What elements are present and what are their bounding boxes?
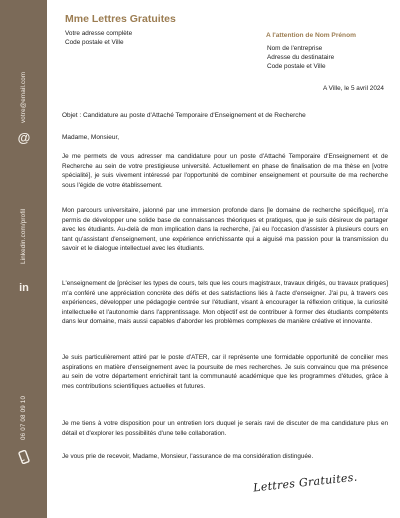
paragraph-6: Je vous prie de recevoir, Madame, Monsieur, l'assurance de ma considération distinguée. xyxy=(62,453,314,460)
letter-object: Objet : Candidature au poste d'Attaché Temporaire d'Enseignement et de Recherche xyxy=(62,112,306,119)
sidebar-linkedin: Linkedin.com/profil xyxy=(20,208,27,264)
sidebar-email: votre@email.com xyxy=(20,71,27,123)
sidebar xyxy=(0,0,47,518)
letter-date: A Ville, le 5 avril 2024 xyxy=(323,85,384,92)
signature: Lettres Gratuites. xyxy=(252,470,359,495)
sidebar-phone: 06 07 08 09 10 xyxy=(20,395,27,440)
paragraph-3: L'enseignement de [préciser les types de cours, tels que les cours magistraux, travaux dirigés, ou travaux pratiques] m'a conféré une appréciation concrète des défis et des satisfactions liés à l'acte d'enseigner. J'ai pu, à travers ces expériences, développer une pédagogie centrée sur l'étudiant, visant à encourager la réflexion critique, la curiosité intellectuelle et l'autonomie dans l'apprentissage. Mon objectif est de contribuer à former des étudiants compétents dans leur domaine, mais aussi capables d'aborder les problèmes complexes de manière créative et innovante. xyxy=(62,280,388,326)
recipient-company: Nom de l'entreprise xyxy=(267,45,323,52)
phone-icon xyxy=(17,450,31,464)
paragraph-1: Je me permets de vous adresser ma candidature pour un poste d'Attaché Temporaire d'Enseignement et de Recherche au sein de votre prestigieuse université. Actuellement en phase de finalisation de ma thèse en [votre spécialité], je suis vivement intéressé par l'opportunité de combiner enseignement et poursuite de ma recherche sous l'égide de votre établissement. xyxy=(62,153,388,189)
sender-name: Mme Lettres Gratuites xyxy=(65,13,176,25)
linkedin-icon: in xyxy=(19,282,29,294)
paragraph-2: Mon parcours universitaire, jalonné par une immersion profonde dans [le domaine de recherche spécifique], m'a permis de développer une solide base de connaissances théoriques et pratiques, que je suis désireux de partager avec les étudiants. Au-delà de mon implication dans la recherche, j'ai eu l'occasion d'assister à plusieurs cours en tant qu'assistant d'enseignement, une expérience enrichissante qui a aiguisé ma passion pour la transmission du savoir et le dialogue intellectuel avec les étudiants. xyxy=(62,207,388,253)
letter-body xyxy=(62,0,388,518)
recipient-address: Adresse du destinataire xyxy=(267,54,335,61)
recipient-postal: Code postale et Ville xyxy=(267,63,326,70)
sender-postal: Code postale et Ville xyxy=(65,39,124,46)
paragraph-5: Je me tiens à votre disposition pour un entretien lors duquel je serais ravi de discuter de ma candidature plus en détail et d'explorer les possibilités d'une telle collaboration. xyxy=(62,420,388,437)
recipient-attention: A l'attention de Nom Prénom xyxy=(266,32,356,39)
paragraph-4: Je suis particulièrement attiré par le poste d'ATER, car il représente une formidable opportunité de concilier mes aspirations en matière d'enseignement avec la poursuite de mes recherches. Je suis convaincu que ma présence au sein de votre département enrichirait tant la communauté académique que les programmes d'études, grâce à mes contributions scientifiques actuelles et futures. xyxy=(62,354,388,390)
letter-greeting: Madame, Monsieur, xyxy=(62,134,120,141)
at-icon: @ xyxy=(17,130,31,145)
sender-address: Votre adresse complète xyxy=(65,30,133,37)
